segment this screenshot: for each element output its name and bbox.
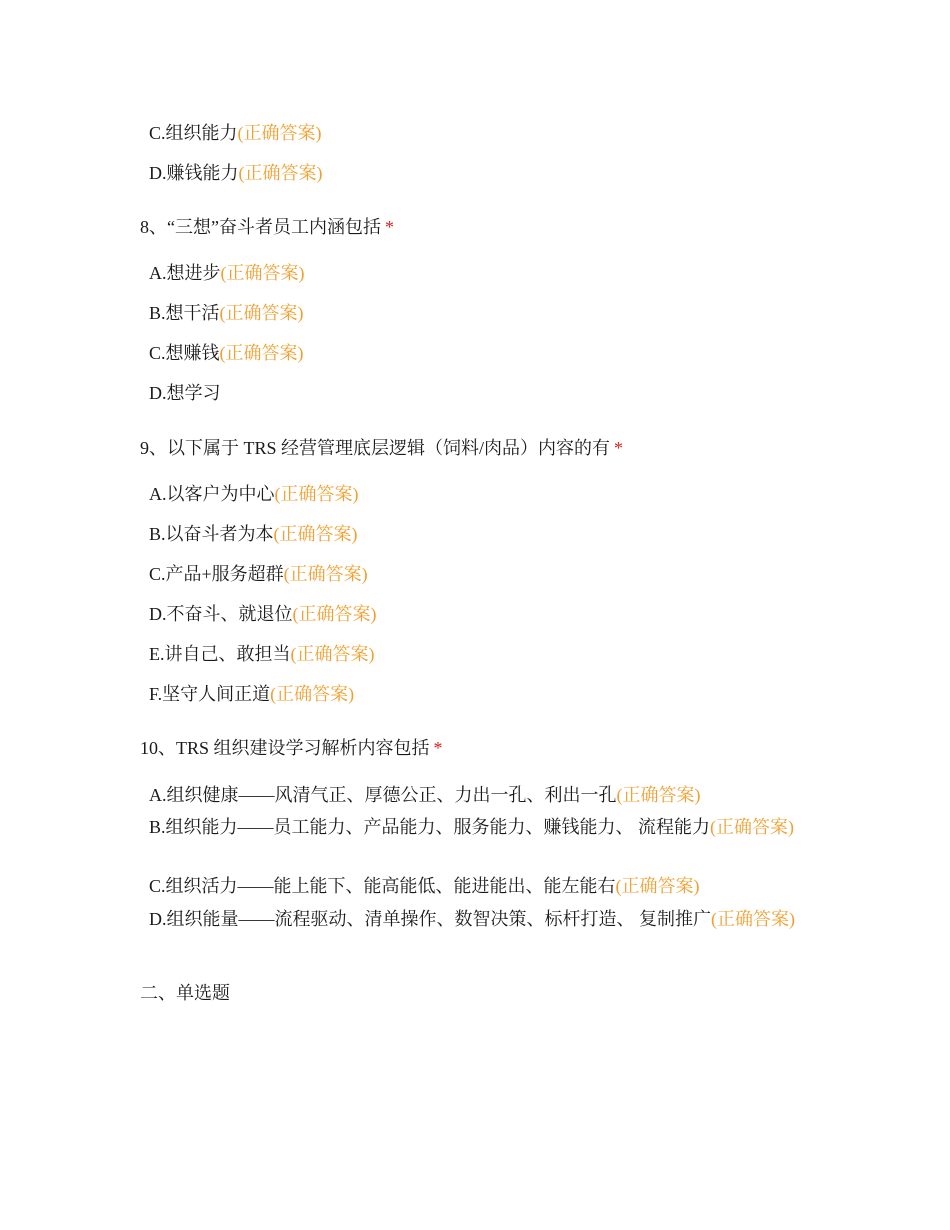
correct-answer-mark: (正确答案) xyxy=(219,343,304,363)
correct-answer-mark: (正确答案) xyxy=(270,684,355,704)
correct-answer-mark: (正确答案) xyxy=(290,644,375,664)
option-text: E.讲自己、敢担当 xyxy=(149,644,291,664)
question-text: 9、以下属于 TRS 经营管理底层逻辑（饲料/肉品）内容的有 xyxy=(140,438,611,458)
q8-option-c xyxy=(149,340,799,366)
option-text: C.组织活力——能上能下、能高能低、能进能出、能左能右 xyxy=(149,876,616,896)
q10-option-a xyxy=(149,782,799,808)
option-text: A.以客户为中心 xyxy=(149,484,275,504)
q8-option-a xyxy=(149,260,799,286)
section-title-single-choice: 二、单选题 xyxy=(140,983,230,1003)
q10-option-c xyxy=(149,873,799,899)
correct-answer-mark: (正确答案) xyxy=(292,604,377,624)
option-text: C.组织能力 xyxy=(149,123,238,143)
correct-answer-mark: (正确答案) xyxy=(283,564,368,584)
correct-answer-mark: (正确答案) xyxy=(616,785,701,805)
option-text: B.想干活 xyxy=(149,303,220,323)
option-text: D.不奋斗、就退位 xyxy=(149,604,293,624)
correct-answer-mark: (正确答案) xyxy=(237,123,322,143)
correct-answer-mark: (正确答案) xyxy=(238,163,323,183)
correct-answer-mark: (正确答案) xyxy=(710,817,795,837)
q8-title xyxy=(140,215,394,239)
correct-answer-mark: (正确答案) xyxy=(220,263,305,283)
correct-answer-mark: (正确答案) xyxy=(615,876,700,896)
option-text: F.坚守人间正道 xyxy=(149,684,271,704)
required-marker: * xyxy=(433,738,443,758)
q9-option-a xyxy=(149,481,799,507)
required-marker: * xyxy=(384,217,394,237)
q10-option-b xyxy=(149,814,799,840)
q9-option-f xyxy=(149,681,799,707)
correct-answer-mark: (正确答案) xyxy=(273,524,358,544)
required-marker: * xyxy=(614,438,624,458)
q7-option-c xyxy=(149,120,799,146)
q7-option-d xyxy=(149,160,799,186)
option-text: D.想学习 xyxy=(149,383,221,403)
question-text: 8、“三想”奋斗者员工内涵包括 xyxy=(140,217,381,237)
question-text: 10、TRS 组织建设学习解析内容包括 xyxy=(140,738,430,758)
correct-answer-mark: (正确答案) xyxy=(219,303,304,323)
option-text: D.赚钱能力 xyxy=(149,163,239,183)
q10-option-d xyxy=(149,906,799,932)
q9-title xyxy=(140,436,623,460)
q8-option-d xyxy=(149,380,799,406)
option-text: B.组织能力——员工能力、产品能力、服务能力、赚钱能力、 流程能力 xyxy=(149,817,711,837)
q9-option-c xyxy=(149,561,799,587)
option-text: C.想赚钱 xyxy=(149,343,220,363)
correct-answer-mark: (正确答案) xyxy=(274,484,359,504)
option-text: A.想进步 xyxy=(149,263,221,283)
option-text: C.产品+服务超群 xyxy=(149,564,284,584)
option-text: D.组织能量——流程驱动、清单操作、数智决策、标杆打造、 复制推广 xyxy=(149,909,711,929)
option-text: B.以奋斗者为本 xyxy=(149,524,274,544)
q8-option-b xyxy=(149,300,799,326)
q9-option-d xyxy=(149,601,799,627)
option-text: A.组织健康——风清气正、厚德公正、力出一孔、利出一孔 xyxy=(149,785,617,805)
q9-option-e xyxy=(149,641,799,667)
q10-title xyxy=(140,736,443,760)
q9-option-b xyxy=(149,521,799,547)
correct-answer-mark: (正确答案) xyxy=(711,909,795,929)
